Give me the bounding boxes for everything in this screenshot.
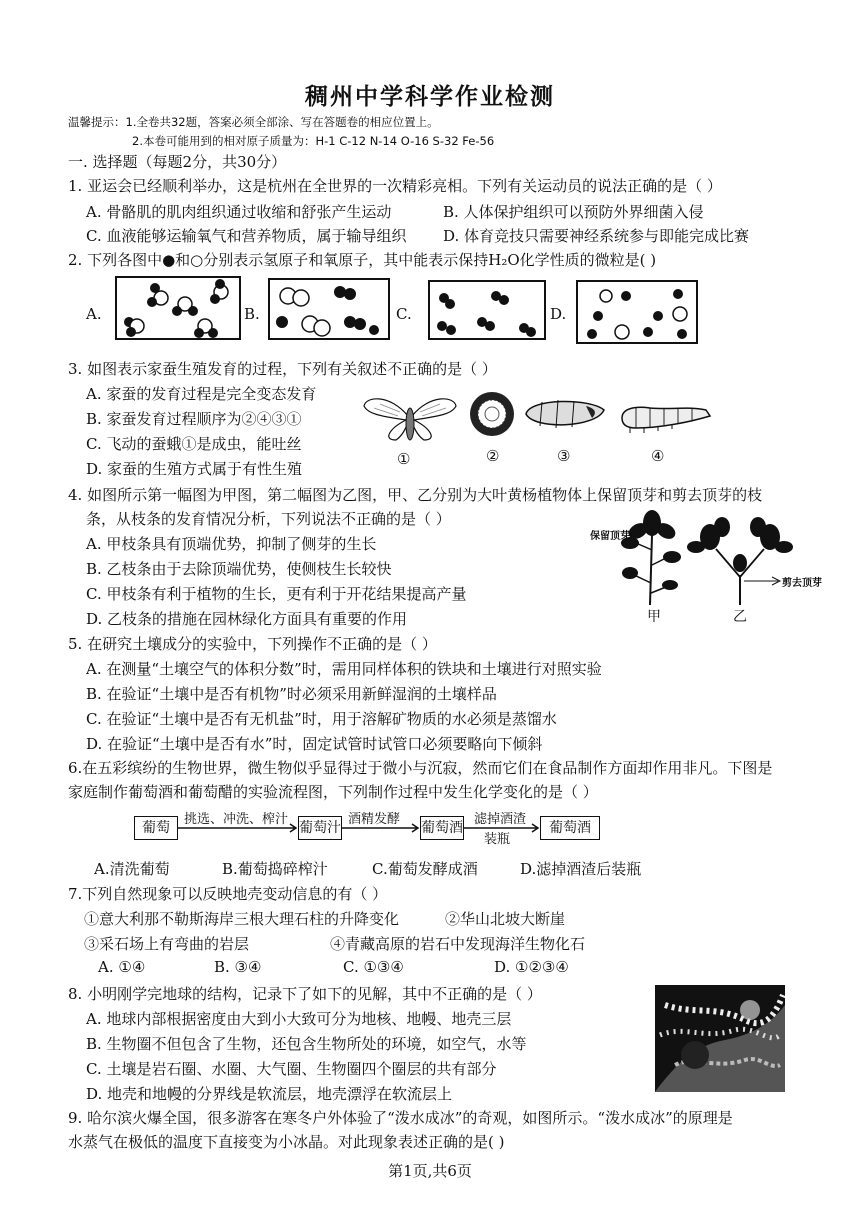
q1-stem: 1. 亚运会已经顺利举办，这是杭州在全世界的一次精彩亮相。下列有关运动员的说法正确的是（ ）: [68, 177, 722, 195]
ice-splash-photo: [655, 985, 785, 1092]
q8-stem: 8. 小明刚学完地球的结构，记录下了如下的见解，其中不正确的是（ ）: [68, 985, 542, 1003]
flow-step-1: 挑选、冲洗、榨汁: [184, 812, 289, 827]
q1-option-d: D. 体育竞技只需要神经系统参与即能完成比赛: [443, 227, 750, 245]
flow-box-grape: 葡萄: [134, 816, 178, 840]
q7-stem: 7.下列自然现象可以反映地壳变动信息的有（ ）: [68, 885, 388, 903]
q8-option-a: A. 地球内部根据密度由大到小大致可分为地核、地幔、地壳三层: [86, 1010, 512, 1028]
q2-label-a: A.: [86, 305, 102, 323]
flow-step-3a: 滤掉酒渣: [474, 812, 527, 827]
q4-stem-line-2: 条，从枝条的发育情况分析，下列说法不正确的是（ ）: [86, 510, 451, 528]
q4-stem-line-1: 4. 如图所示第一幅图为甲图，第二幅图为乙图，甲、乙分别为大叶黄杨植物体上保留顶芽和剪去顶芽的枝: [68, 486, 763, 504]
flow-box-wine-final: 葡萄酒: [540, 816, 600, 840]
q2-label-c: C.: [396, 305, 412, 323]
q6-option-d: D.滤掉酒渣后装瓶: [520, 860, 642, 878]
q3-stem: 3. 如图表示家蚕生殖发育的过程，下列有关叙述不正确的是（ ）: [68, 360, 497, 378]
page-number: 第1页,共6页: [388, 1162, 472, 1180]
q6-option-c: C.葡萄发酵成酒: [372, 860, 478, 878]
flow-step-2: 酒精发酵: [348, 812, 401, 827]
flow-box-juice: 葡萄汁: [298, 816, 342, 840]
label-yi: 乙: [733, 609, 747, 625]
q2-stem: 2. 下列各图中●和○分别表示氢原子和氧原子，其中能表示保持H₂O化学性质的微粒是( ): [68, 251, 657, 269]
q7-item-4: ④青藏高原的岩石中发现海洋生物化石: [330, 935, 586, 953]
q8-option-b: B. 生物圈不但包含了生物，还包含生物所处的环境，如空气，水等: [86, 1035, 527, 1053]
flow-box-wine: 葡萄酒: [420, 816, 464, 840]
flow-step-3b: 装瓶: [484, 832, 511, 847]
fig-label-2: ②: [486, 447, 500, 465]
q5-option-b: B. 在验证“土壤中是否有机物”时必须采用新鲜湿润的土壤样品: [86, 685, 497, 703]
q1-option-a: A. 骨骼肌的肌肉组织通过收缩和舒张产生运动: [86, 203, 392, 221]
q7-option-a: A. ①④: [98, 958, 146, 976]
q2-label-b: B.: [244, 305, 260, 323]
q4-option-d: D. 乙枝条的措施在园林绿化方面具有重要的作用: [86, 610, 408, 628]
q8-option-d: D. 地壳和地幔的分界线是软流层，地壳漂浮在软流层上: [86, 1085, 453, 1103]
section-heading: 一. 选择题（每题2分，共30分）: [68, 153, 287, 171]
label-jia: 甲: [647, 609, 661, 625]
q4-option-b: B. 乙枝条由于去除顶端优势，使侧枝生长较快: [86, 560, 392, 578]
label-keep-bud: 保留顶芽: [590, 531, 630, 542]
page-title: 稠州中学科学作业检测: [305, 84, 555, 110]
q9-stem-line-1: 9. 哈尔滨火爆全国，很多游客在寒冬户外体验了“泼水成冰”的奇观，如图所示。“泼水成冰”的原理是: [68, 1109, 733, 1127]
q7-option-d: D. ①②③④: [494, 958, 569, 976]
fig-label-1: ①: [397, 450, 411, 468]
q4-option-c: C. 甲枝条有利于植物的生长，更有利于开花结果提高产量: [86, 585, 467, 603]
q8-option-c: C. 土壤是岩石圈、水圈、大气圈、生物圈四个圈层的共有部分: [86, 1060, 497, 1078]
q2-label-d: D.: [550, 305, 567, 323]
q7-item-1: ①意大利那不勒斯海岸三根大理石柱的升降变化: [84, 910, 400, 928]
q1-option-b: B. 人体保护组织可以预防外界细菌入侵: [443, 203, 704, 221]
q5-option-a: A. 在测量“土壤空气的体积分数”时，需用同样体积的铁块和土壤进行对照实验: [86, 660, 602, 678]
q3-option-c: C. 飞动的蚕蛾①是成虫，能吐丝: [86, 435, 302, 453]
q9-stem-line-2: 水蒸气在极低的温度下直接变为小冰晶。对此现象表述正确的是( ): [68, 1133, 505, 1151]
q7-option-c: C. ①③④: [343, 958, 404, 976]
tip-line-2: 2.本卷可能用到的相对原子质量为：H-1 C-12 N-14 O-16 S-32 Fe-56: [132, 134, 495, 148]
q6-stem-line-2: 家庭制作葡萄酒和葡萄醋的实验流程图，下列制作过程中发生化学变化的是（ ）: [68, 783, 598, 801]
q3-option-d: D. 家蚕的生殖方式属于有性生殖: [86, 460, 303, 478]
q6-option-b: B.葡萄捣碎榨汁: [222, 860, 328, 878]
q3-option-a: A. 家蚕的发育过程是完全变态发育: [86, 385, 317, 403]
label-cut-bud: 剪去顶芽: [782, 578, 822, 589]
fig-label-3: ③: [557, 447, 571, 465]
q6-option-a: A.清洗葡萄: [94, 860, 170, 878]
q5-option-d: D. 在验证“土壤中是否有水”时，固定试管时试管口必须要略向下倾斜: [86, 735, 543, 753]
tip-line-1: 温馨提示：1.全卷共32题，答案必须全部涂、写在答题卷的相应位置上。: [68, 115, 439, 129]
fig-label-4: ④: [651, 447, 665, 465]
q1-option-c: C. 血液能够运输氧气和营养物质，属于输导组织: [86, 227, 407, 245]
q6-stem-line-1: 6.在五彩缤纷的生物世界，微生物似乎显得过于微小与沉寂，然而它们在食品制作方面却作用非凡。下图是: [68, 759, 773, 777]
q7-item-3: ③采石场上有弯曲的岩层: [84, 935, 250, 953]
q5-stem: 5. 在研究土壤成分的实验中，下列操作不正确的是（ ）: [68, 635, 437, 653]
q5-option-c: C. 在验证“土壤中是否有无机盐”时，用于溶解矿物质的水必须是蒸馏水: [86, 710, 557, 728]
q4-option-a: A. 甲枝条具有顶端优势，抑制了侧芽的生长: [86, 535, 377, 553]
q7-option-b: B. ③④: [214, 958, 262, 976]
q7-item-2: ②华山北坡大断崖: [445, 910, 566, 928]
q3-option-b: B. 家蚕发育过程顺序为②④③①: [86, 410, 302, 428]
